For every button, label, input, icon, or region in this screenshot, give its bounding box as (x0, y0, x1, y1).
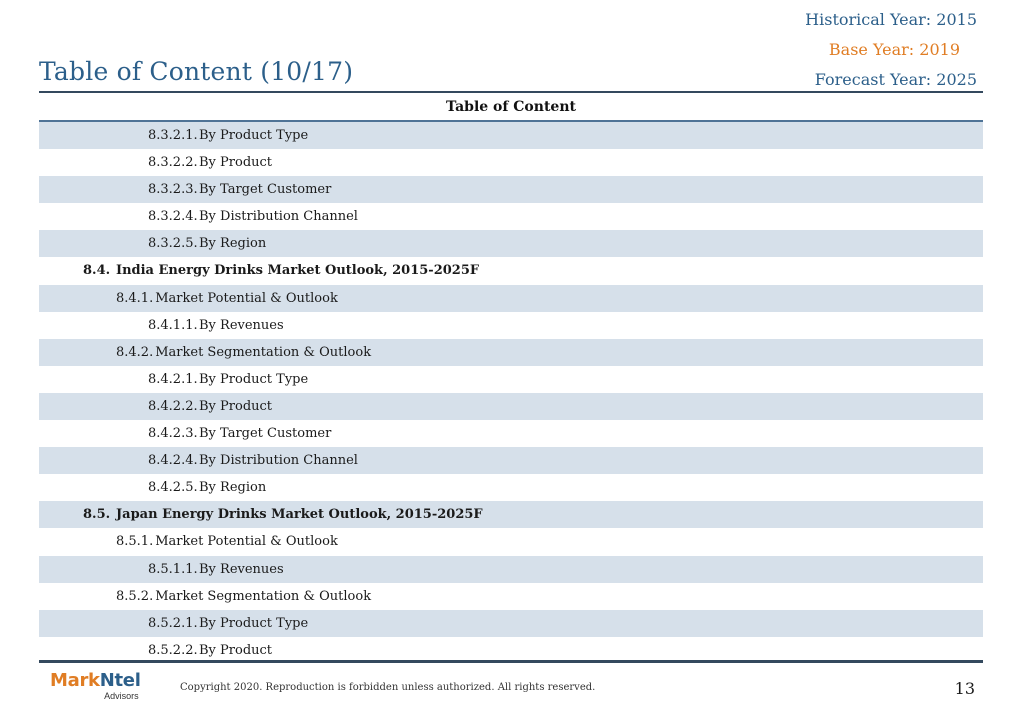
toc-row-text: By Target Customer (199, 426, 332, 442)
toc-row (39, 501, 983, 528)
toc-row-text: By Revenues (199, 561, 284, 577)
toc-row-number: 8.5.2. (116, 588, 154, 604)
toc-heading: Table of Content (39, 95, 983, 122)
toc-row (39, 285, 983, 312)
toc-row-text: By Product Type (199, 128, 309, 143)
base-year: Base Year: 2019 (828, 40, 960, 59)
toc-row-number: 8.4.2. (116, 344, 154, 360)
toc-row-text: By Region (199, 236, 267, 252)
toc-row-text: By Product Type (199, 615, 309, 631)
toc-row-text: By Product (199, 155, 273, 171)
toc-row (39, 610, 983, 637)
toc-row-number: 8.5.2.1. (148, 615, 198, 631)
toc-row (39, 122, 983, 149)
toc-row (39, 528, 983, 555)
toc-row (39, 149, 983, 176)
toc-row-number: 8.4.2.1. (148, 371, 198, 387)
logo-subtitle: Advisors (104, 691, 139, 701)
logo-wordmark (50, 672, 141, 690)
toc-rows (39, 122, 983, 664)
toc-row-number: 8.3.2.4. (148, 209, 198, 225)
toc-row-number: 8.4.2.2. (148, 398, 198, 414)
toc-row-number: 8.4.2.5. (148, 480, 198, 496)
toc-row (39, 556, 983, 583)
toc-row-text: Market Potential & Outlook (155, 534, 338, 550)
toc-row-text: India Energy Drinks Market Outlook, 2015-2025F (116, 263, 480, 279)
table-of-content (39, 95, 983, 664)
toc-row-number: 8.4. (83, 263, 111, 279)
toc-row (39, 203, 983, 230)
toc-row-text: By Target Customer (199, 182, 332, 198)
toc-row-number: 8.4.1. (116, 290, 154, 306)
toc-row-text: Japan Energy Drinks Market Outlook, 2015-2025F (116, 507, 483, 523)
footer-divider (39, 660, 983, 663)
toc-row-number: 8.5.1.1. (148, 561, 198, 577)
toc-row-text: By Product (199, 642, 273, 658)
toc-row-number: 8.4.2.3. (148, 426, 198, 442)
marknetl-logo (50, 672, 141, 701)
toc-row-text: By Region (199, 480, 267, 496)
toc-row-number: 8.4.1.1. (148, 317, 198, 333)
toc-row (39, 312, 983, 339)
toc-row-number: 8.3.2.1. (148, 128, 198, 143)
year-info (805, 0, 977, 95)
logo-ntel-text: Ntel (99, 670, 141, 691)
logo-mark-text: Mark (50, 670, 100, 691)
toc-row-number: 8.3.2.3. (148, 182, 198, 198)
toc-row (39, 257, 983, 284)
toc-row-number: 8.4.2.4. (148, 453, 198, 469)
toc-row (39, 420, 983, 447)
toc-row-text: By Distribution Channel (199, 453, 358, 469)
forecast-year: Forecast Year: 2025 (814, 70, 977, 89)
historical-year: Historical Year: 2015 (805, 10, 977, 29)
toc-row-text: By Product (199, 398, 273, 414)
toc-row-text: Market Potential & Outlook (155, 290, 338, 306)
page-title: Table of Content (10/17) (39, 57, 354, 86)
toc-row-text: Market Segmentation & Outlook (155, 344, 372, 360)
toc-row (39, 447, 983, 474)
toc-row (39, 366, 983, 393)
toc-row-text: By Product Type (199, 371, 309, 387)
page-number: 13 (954, 679, 975, 698)
toc-row-text: By Distribution Channel (199, 209, 358, 225)
toc-row-number: 8.3.2.2. (148, 155, 198, 171)
toc-row (39, 176, 983, 203)
toc-row-text: Market Segmentation & Outlook (155, 588, 372, 604)
copyright-notice: Copyright 2020. Reproduction is forbidden unless authorized. All rights reserved. (180, 682, 596, 693)
toc-row (39, 339, 983, 366)
toc-row-number: 8.5.1. (116, 534, 154, 550)
toc-row-number: 8.5. (83, 507, 111, 523)
toc-row-number: 8.5.2.2. (148, 642, 198, 658)
title-divider (39, 91, 983, 93)
toc-row (39, 230, 983, 257)
toc-row (39, 474, 983, 501)
toc-row (39, 393, 983, 420)
toc-row-text: By Revenues (199, 317, 284, 333)
toc-row-number: 8.3.2.5. (148, 236, 198, 252)
toc-row (39, 583, 983, 610)
